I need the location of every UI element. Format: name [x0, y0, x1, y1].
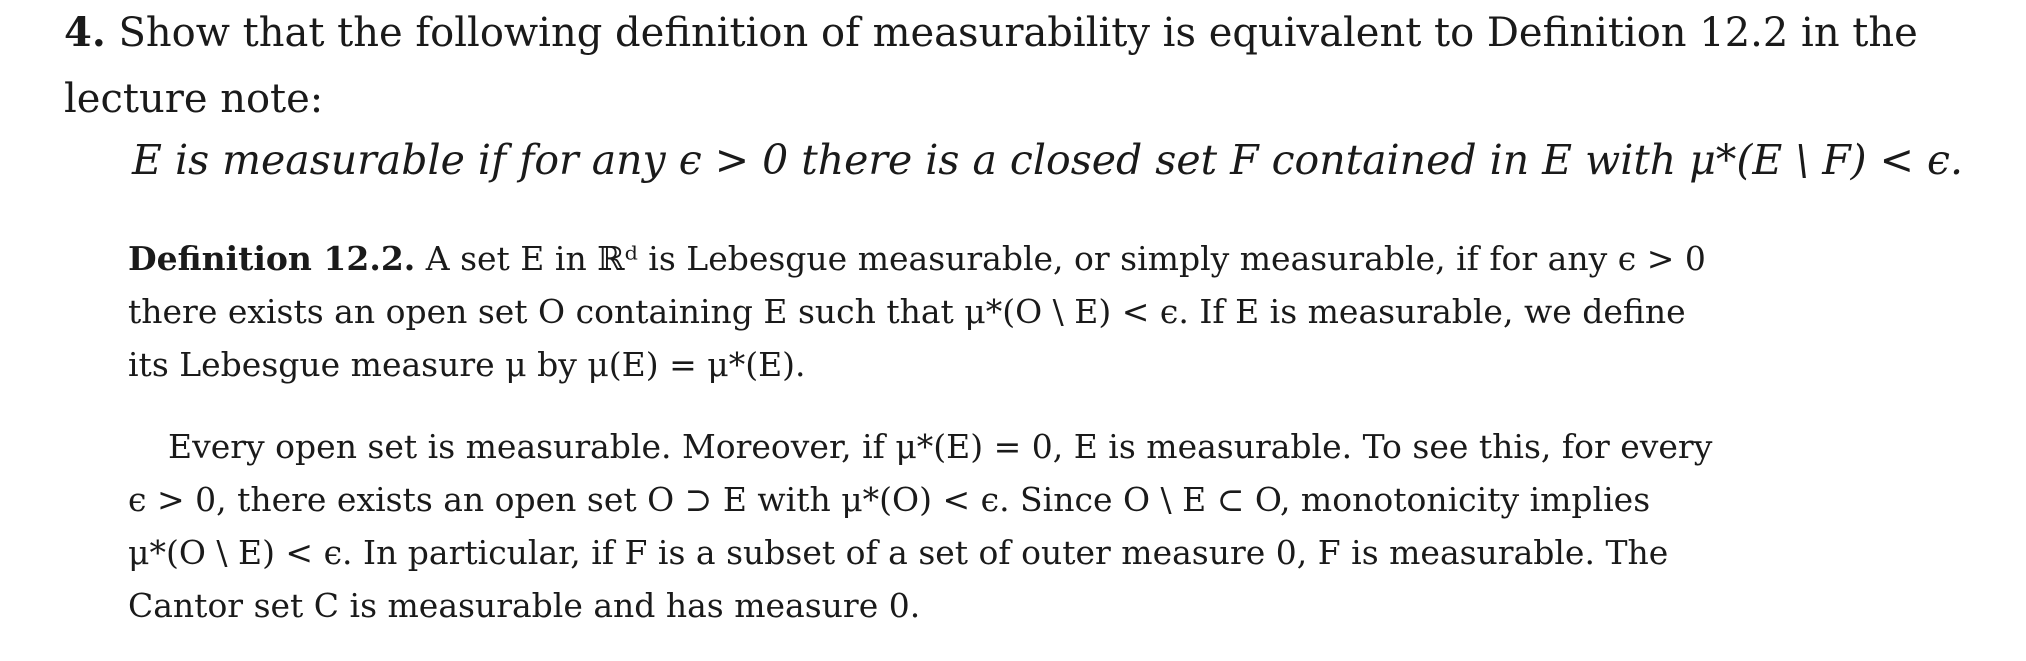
definition-block — [128, 232, 1706, 391]
definition-line-3: its Lebesgue measure μ by μ(E) = μ*(E). — [128, 345, 806, 384]
remark-paragraph — [128, 420, 1712, 632]
paragraph-line-2: ϵ > 0, there exists an open set O ⊃ E with μ*(O) < ϵ. Since O \ E ⊂ O, monotonicity implies — [128, 480, 1651, 519]
definition-text-1: A set E in ℝᵈ is Lebesgue measurable, or simply measurable, if for any ϵ > 0 — [415, 239, 1706, 278]
problem-text-1: Show that the following definition of measurability is equivalent to Definition 12.2 in the — [105, 10, 1918, 56]
problem-number: 4. — [64, 9, 106, 56]
paragraph-line-4: Cantor set C is measurable and has measure 0. — [128, 586, 921, 625]
problem-line-1 — [64, 0, 1918, 66]
alternative-definition-statement: E is measurable if for any ϵ > 0 there is a closed set F contained in E with μ*(E \ F) < ϵ. — [132, 136, 1964, 184]
paragraph-line-3: μ*(O \ E) < ϵ. In particular, if F is a subset of a set of outer measure 0, F is measurable. The — [128, 533, 1669, 572]
definition-line-1 — [128, 232, 1706, 285]
definition-line-2: there exists an open set O containing E such that μ*(O \ E) < ϵ. If E is measurable, we define — [128, 292, 1686, 331]
paragraph-line-1: Every open set is measurable. Moreover, if μ*(E) = 0, E is measurable. To see this, for every — [168, 427, 1713, 466]
problem-line-2: lecture note: — [64, 76, 324, 122]
definition-label: Definition 12.2. — [128, 239, 416, 278]
